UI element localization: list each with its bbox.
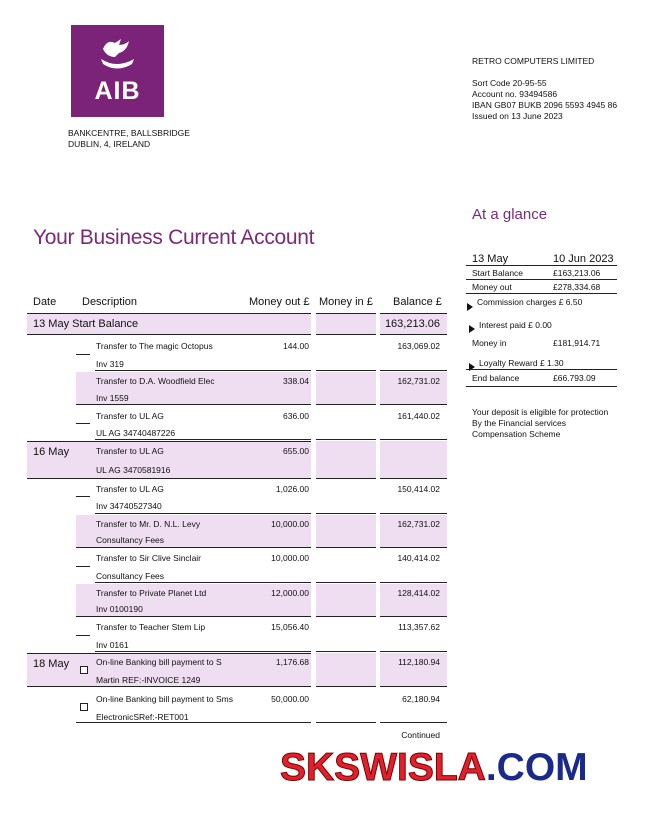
money-in-cell <box>316 515 376 548</box>
iban: IBAN GB07 BUKB 2096 5593 4945 86 <box>472 100 618 110</box>
money-in-cell <box>316 549 376 583</box>
row-desc1: On-line Banking bill payment to S <box>96 657 222 667</box>
start-balance-moneyin-cell <box>316 313 376 335</box>
row-balance: 150,414.02 <box>397 484 440 494</box>
continued-label: Continued <box>401 730 440 740</box>
header-money-out: Money out £ <box>249 296 310 308</box>
money-in-cell <box>316 480 376 514</box>
row-desc2: Martin REF:-INVOICE 1249 <box>96 675 201 685</box>
row-desc1: Transfer to Private Planet Ltd <box>96 588 207 598</box>
row-money-out: 338.04 <box>283 376 309 386</box>
row-desc2: ElectronicSRef:-RET001 <box>96 712 189 722</box>
page-title: Your Business Current Account <box>33 226 315 249</box>
row-dash <box>76 635 90 636</box>
row-desc2: Inv 0100190 <box>96 604 143 614</box>
account-number: Account no. 93494586 <box>472 89 558 99</box>
money-in-cell <box>316 653 376 687</box>
row-date: 18 May <box>33 658 70 670</box>
row-desc1: Transfer to Sir Clive Sinclair <box>96 553 202 563</box>
row-money-out: 636.00 <box>283 411 309 421</box>
row-desc2: UL AG 34740487226 <box>96 428 176 438</box>
logo-text: AIB <box>94 77 141 105</box>
row-desc1: On-line Banking bill payment to Sms <box>96 694 234 704</box>
header-money-in: Money in £ <box>319 296 373 308</box>
row-desc2: Consultancy Fees <box>96 571 165 581</box>
glance-divider <box>466 369 617 370</box>
row-dash <box>76 566 90 567</box>
glance-moneyin-value: £181,914.71 <box>553 338 601 348</box>
interest-expand-icon[interactable] <box>469 320 475 338</box>
row-balance: 161,440.02 <box>397 411 440 421</box>
row-balance: 162,731.02 <box>397 519 440 529</box>
bank-address-line2: DUBLIN, 4, IRELAND <box>68 139 151 149</box>
glance-moneyout-label: Money out <box>472 282 512 292</box>
deposit-note-line1: Your deposit is eligible for protection <box>472 407 609 417</box>
start-balance-label: 13 May Start Balance <box>33 318 139 330</box>
row-balance: 140,414.02 <box>397 553 440 563</box>
row-dash <box>76 496 90 497</box>
glance-start-label: Start Balance <box>472 268 524 278</box>
row-desc1: Transfer to UL AG <box>96 484 164 494</box>
row-balance: 112,180.94 <box>398 657 440 667</box>
customer-details <box>472 78 617 122</box>
glance-divider <box>466 293 617 294</box>
row-money-out: 10,000.00 <box>271 553 309 563</box>
money-in-cell <box>316 406 376 440</box>
start-balance-value: 163,213.06 <box>384 318 440 330</box>
row-desc1: Transfer to UL AG <box>96 446 164 456</box>
row-desc2: Inv 1559 <box>96 393 129 403</box>
bird-logo-icon <box>95 35 140 75</box>
row-dash <box>76 354 90 355</box>
aib-logo <box>71 25 164 117</box>
row-money-out: 50,000.00 <box>271 694 309 704</box>
money-in-cell <box>316 618 376 652</box>
row-desc1: Transfer to UL AG <box>96 411 164 421</box>
row-desc2: UL AG 3470581916 <box>96 465 171 475</box>
header-description: Description <box>82 296 138 308</box>
row-desc1: Transfer to D.A. Woodfield Elec <box>96 376 215 386</box>
glance-divider <box>466 265 617 266</box>
customer-name: RETRO COMPUTERS LIMITED <box>472 56 595 66</box>
row-money-out: 1,176.68 <box>275 657 309 667</box>
row-desc2: Consultancy Fees <box>96 535 165 545</box>
sort-code: Sort Code 20-95-55 <box>472 78 547 88</box>
row-balance: 162,731.02 <box>397 376 440 386</box>
glance-divider <box>466 279 617 280</box>
row-money-out: 12,000.00 <box>271 588 309 598</box>
row-balance: 163,069.02 <box>397 341 440 351</box>
commission-expand-icon[interactable] <box>467 298 473 316</box>
money-in-cell <box>316 441 376 479</box>
glance-end-value: £66.793.09 <box>553 373 596 383</box>
bank-address <box>68 128 190 150</box>
row-checkbox[interactable] <box>80 666 88 674</box>
row-balance: 113,357.62 <box>398 622 440 632</box>
watermark-part1: SKSWISLA <box>280 746 486 789</box>
header-balance: Balance £ <box>393 296 442 308</box>
glance-loyalty: Loyalty Reward £ 1.30 <box>479 358 564 368</box>
row-desc1: Transfer to The magic Octopus <box>96 341 213 351</box>
deposit-note-line3: Compensation Scheme <box>472 429 561 439</box>
issued-date: Issued on 13 June 2023 <box>472 111 563 121</box>
money-in-cell <box>316 372 376 405</box>
header-date: Date <box>33 296 57 308</box>
money-in-cell <box>316 688 376 723</box>
row-money-out: 1,026.00 <box>275 484 309 494</box>
money-in-cell <box>316 337 376 371</box>
row-desc2: Inv 319 <box>96 359 124 369</box>
glance-to-date: 10 Jun 2023 <box>553 253 614 265</box>
glance-divider <box>466 386 617 387</box>
money-in-cell <box>316 584 376 617</box>
row-desc2: Inv 34740527340 <box>96 501 162 511</box>
glance-end-label: End balance <box>472 373 520 383</box>
watermark <box>280 746 588 790</box>
glance-from-date: 13 May <box>472 253 509 265</box>
row-money-out: 144.00 <box>283 341 309 351</box>
glance-moneyout-value: £278,334.68 <box>553 282 601 292</box>
deposit-note <box>472 407 608 440</box>
row-balance: 62,180.94 <box>402 694 440 704</box>
bank-address-line1: BANKCENTRE, BALLSBRIDGE <box>68 128 190 138</box>
balance-cell <box>380 441 447 479</box>
row-money-out: 10,000.00 <box>271 519 309 529</box>
row-money-out: 15,056.40 <box>271 622 309 632</box>
glance-title: At a glance <box>472 206 548 223</box>
row-desc1: Transfer to Mr. D. N.L. Levy <box>96 519 201 529</box>
row-desc2: Inv 0161 <box>96 640 129 650</box>
row-balance: 128,414.02 <box>397 588 440 598</box>
row-checkbox[interactable] <box>80 703 88 711</box>
row-date: 16 May <box>33 446 70 458</box>
glance-commission: Commission charges £ 6.50 <box>477 297 583 307</box>
row-money-out: 655.00 <box>283 446 309 456</box>
glance-start-value: £163,213.06 <box>553 268 601 278</box>
watermark-part2: .COM <box>485 746 588 789</box>
deposit-note-line2: By the Financial services <box>472 418 567 428</box>
row-dash <box>76 423 90 424</box>
row-desc1: Transfer to Teacher Stem Lip <box>96 622 206 632</box>
glance-interest: Interest paid £ 0.00 <box>479 320 552 330</box>
glance-moneyin-label: Money in <box>472 338 507 348</box>
